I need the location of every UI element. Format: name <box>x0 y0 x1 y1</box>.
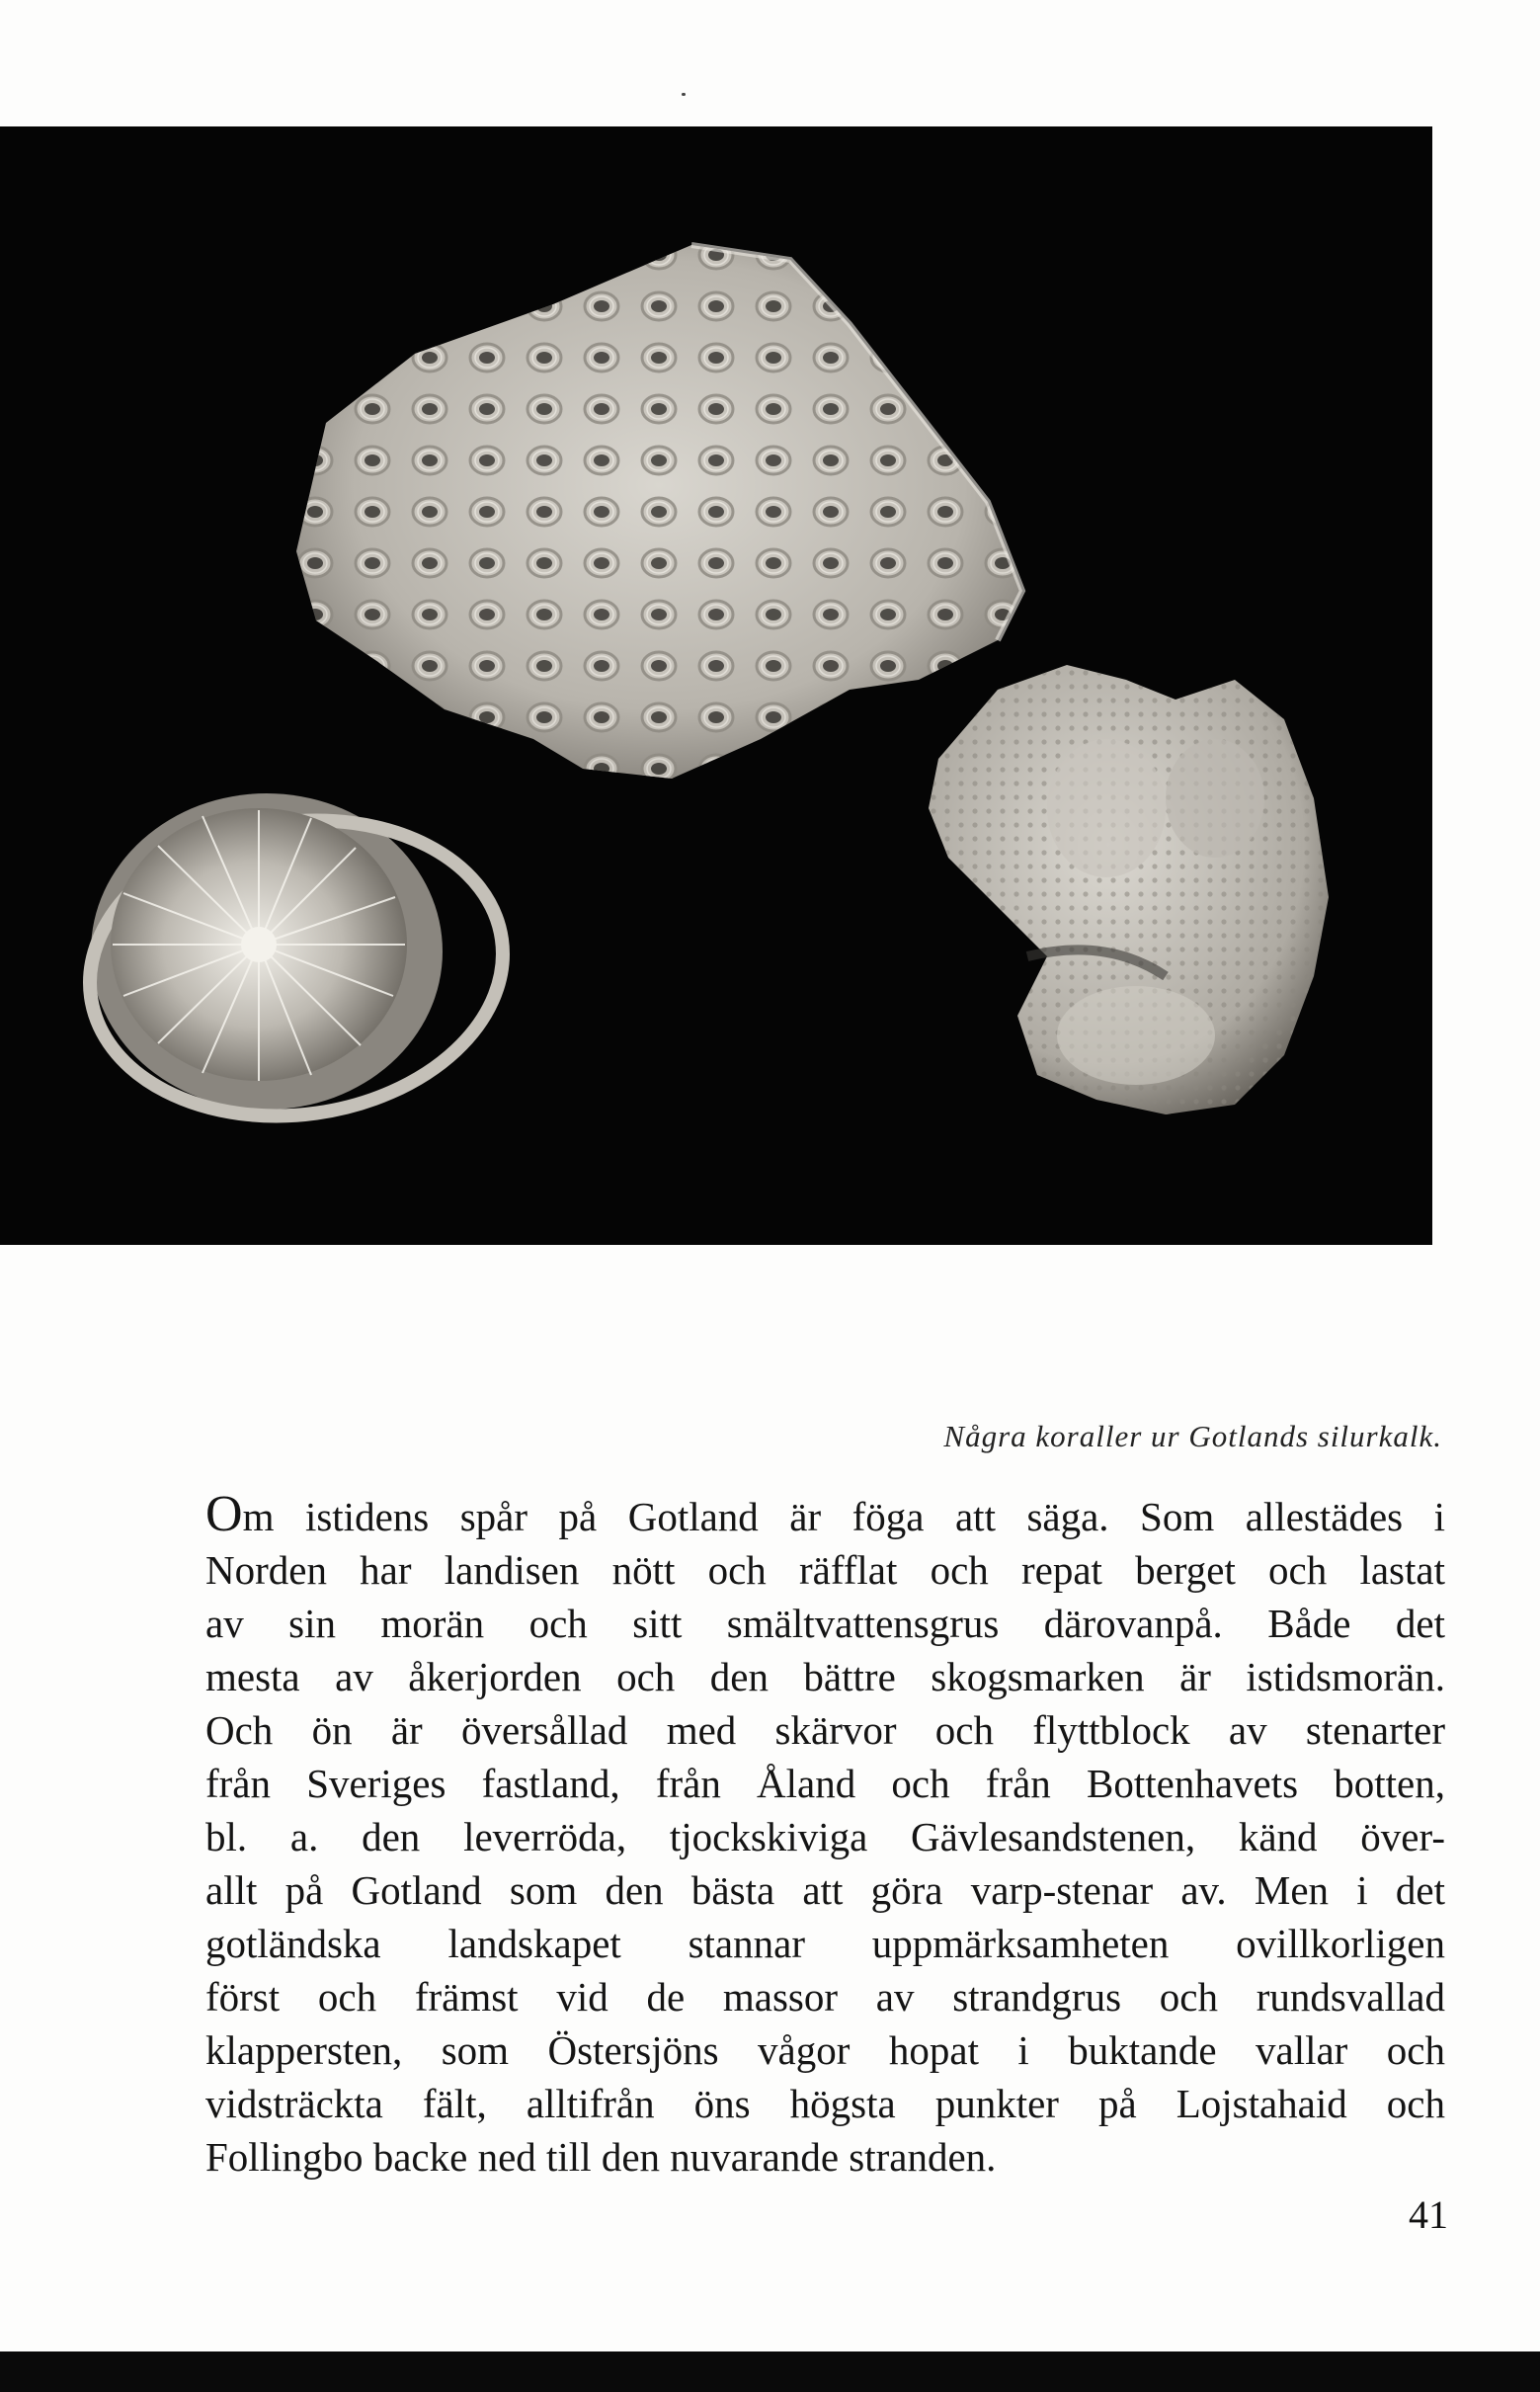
drop-cap: O <box>205 1486 243 1542</box>
coral-fossils-illustration <box>0 126 1432 1245</box>
print-speck <box>682 93 686 96</box>
branching-coral-cluster <box>929 665 1329 1114</box>
text-line: av sin morän och sitt smältvattensgrus därovanpå. Både det <box>205 1601 1445 1646</box>
text-line: Och ön är översållad med skärvor och flyttblock av stenarter <box>205 1707 1445 1753</box>
large-coral-colony <box>296 245 1022 779</box>
text-line: Follingbo backe ned till den nuvarande stranden. <box>205 2134 997 2180</box>
text-line: klappersten, som Östersjöns vågor hopat i buktande vallar och <box>205 2027 1445 2073</box>
text-line: först och främst vid de massor av strandgrus och rundsvallad <box>205 1974 1445 2020</box>
text-line: vidsträckta fält, alltifrån öns högsta punkter på Lojstahaid och <box>205 2081 1445 2126</box>
text-line: mesta av åkerjorden och den bättre skogsmarken är istidsmorän. <box>205 1654 1445 1699</box>
coral-fossil-photograph <box>0 126 1432 1245</box>
scan-edge-shadow <box>0 2351 1540 2392</box>
text-line: Norden har landisen nött och räfflat och repat berget och lastat <box>205 1547 1445 1593</box>
body-paragraph <box>205 1486 1445 2184</box>
page-number: 41 <box>1409 2192 1448 2237</box>
text-line: från Sveriges fastland, från Åland och från Bottenhavets botten, <box>205 1761 1445 1806</box>
figure-caption: Några koraller ur Gotlands silurkalk. <box>943 1419 1442 1453</box>
solitary-cup-coral <box>70 793 522 1142</box>
text-line: allt på Gotland som den bästa att göra varp-stenar av. Men i det <box>205 1867 1445 1913</box>
text-line: bl. a. den leverröda, tjockskiviga Gävlesandstenen, känd över- <box>205 1814 1445 1859</box>
text-line: gotländska landskapet stannar uppmärksamheten ovillkorligen <box>205 1921 1445 1966</box>
text-line: Om istidens spår på Gotland är föga att säga. Som allestädes i <box>205 1486 1445 1542</box>
